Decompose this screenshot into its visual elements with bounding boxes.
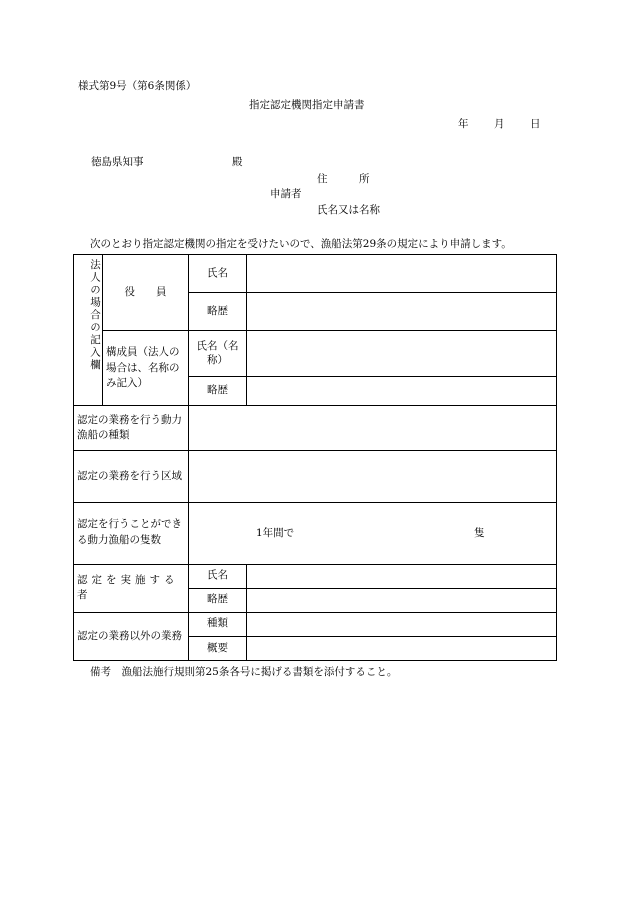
officer-name-label: 氏名 [189,255,247,293]
date-day-label: 日 [530,118,541,130]
applicant-address-label: 住 所 [317,173,370,185]
document-title: 指定認定機関指定申請書 [249,99,365,111]
addressee-honorific: 殿 [232,156,243,168]
other-business-kind-field[interactable] [247,612,557,636]
officer-career-field[interactable] [247,293,557,331]
vessel-count-field[interactable] [189,502,557,564]
applicant-label: 申請者 [270,188,302,200]
per-year-text: 1年間で [256,526,295,539]
intro-text: 次のとおり指定認定機関の指定を受けたいので、漁船法第29条の規定により申請します。 [90,238,512,250]
corporate-section-label: 法人の場合の記入欄 [74,255,103,406]
implementer-career-field[interactable] [247,588,557,612]
form-number: 様式第9号（第6条関係） [78,80,197,92]
officer-name-field[interactable] [247,255,557,293]
member-name-field[interactable] [247,331,557,377]
vessel-types-field[interactable] [189,406,557,451]
officer-career-label: 略歴 [189,293,247,331]
member-name-label: 氏名（名称） [189,331,247,377]
member-career-field[interactable] [247,377,557,406]
member-career-label: 略歴 [189,377,247,406]
other-business-summary-field[interactable] [247,636,557,660]
addressee-governor: 徳島県知事 [91,156,144,168]
applicant-name-label: 氏名又は名称 [317,204,380,216]
application-form-table [73,254,557,661]
ships-unit-text: 隻 [474,526,485,539]
remarks-note: 備考 漁船法施行規則第25条各号に掲げる書類を添付すること。 [90,666,398,678]
implementer-career-label: 略歴 [189,588,247,612]
implementer-name-field[interactable] [247,564,557,588]
other-business-label: 認定の業務以外の業務 [74,612,189,660]
other-business-kind-label: 種類 [189,612,247,636]
other-business-summary-label: 概要 [189,636,247,660]
member-label: 構成員（法人の場合は、名称のみ記入） [103,331,189,406]
officer-label: 役 員 [103,255,189,331]
business-area-field[interactable] [189,451,557,502]
implementer-name-label: 氏名 [189,564,247,588]
vessel-count-label: 認定を行うことができる動力漁船の隻数 [74,502,189,564]
vessel-types-label: 認定の業務を行う動力漁船の種類 [74,406,189,451]
business-area-label: 認定の業務を行う区域 [74,451,189,502]
date-year-label: 年 [458,118,469,130]
implementer-label: 認定を実施する者 [74,564,189,612]
date-month-label: 月 [494,118,505,130]
